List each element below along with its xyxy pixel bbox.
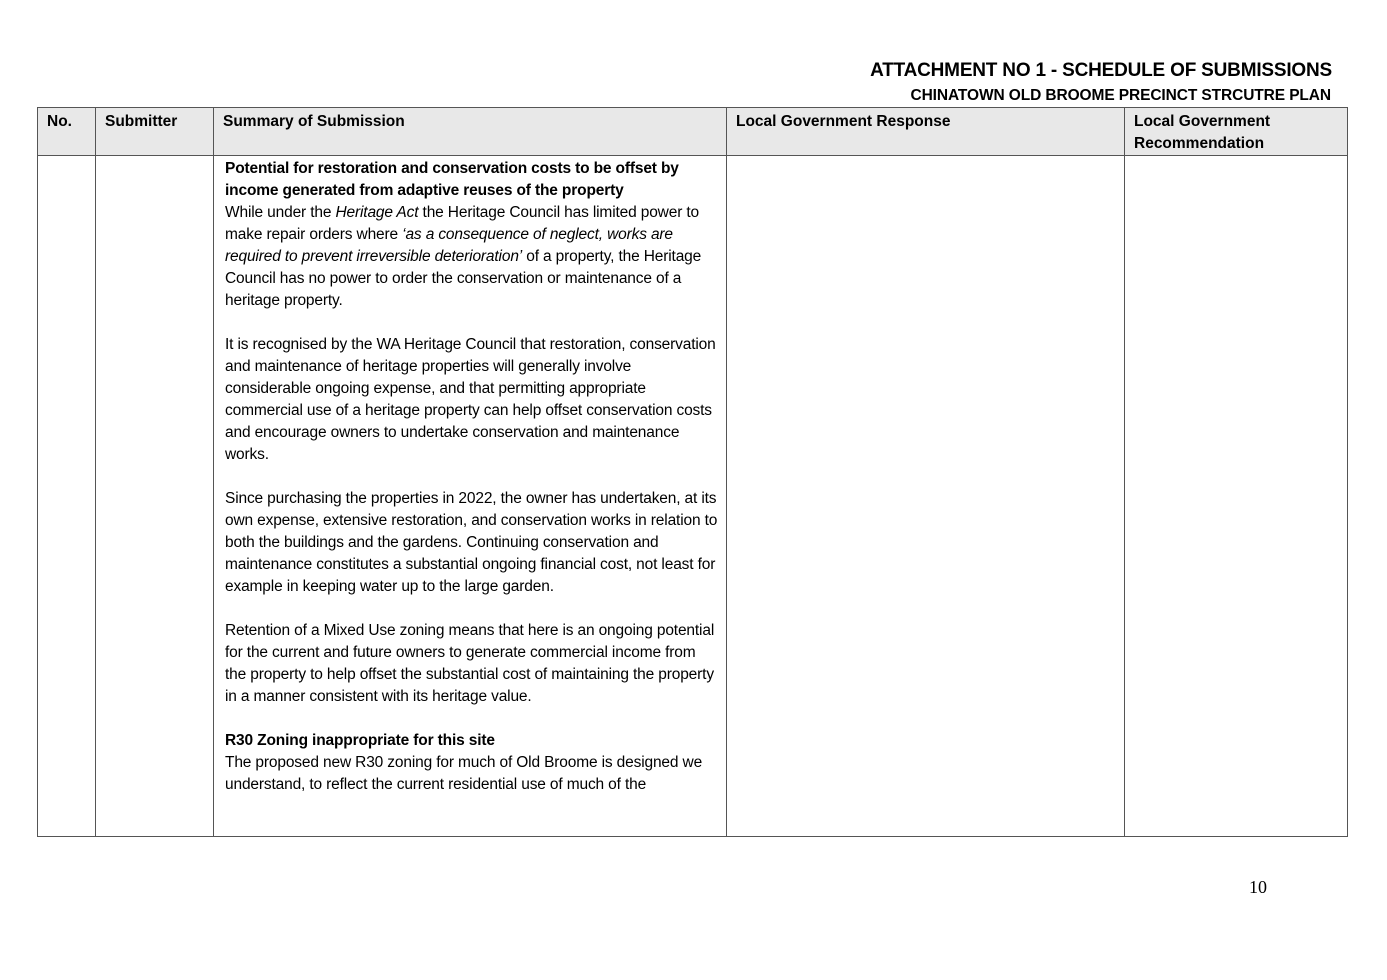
cell-summary — [214, 156, 727, 837]
summary-paragraph-owner: Since purchasing the properties in 2022, the owner has undertaken, at its own expense, extensive restoration, and conservation works in relation to both the buildings and the gardens. Continuing conservation and maintenance constitutes a substantial ongoing financial cost, not least for example in keeping water up to the large garden. — [225, 490, 718, 595]
p1-text-b: the Heritage Council has limited power to make repair orders where — [225, 204, 699, 243]
p1-text-a: While under the — [225, 204, 336, 221]
cell-submitter — [96, 156, 214, 837]
summary-paragraph-council: It is recognised by the WA Heritage Council that restoration, conservation and maintenance of heritage properties will generally involve considerable ongoing expense, and that permitting appropriate commercial use of a heritage property can help offset conservation costs and encourage owners to undertake conservation and maintenance works. — [225, 336, 716, 463]
cell-no — [38, 156, 96, 837]
p1-text-c: of a property, the Heritage Council has no power to order the conservation or maintenance of a heritage property. — [225, 248, 702, 309]
cell-response — [727, 156, 1125, 837]
header-recommendation: Local Government Recommendation — [1125, 108, 1348, 156]
header-no: No. — [38, 108, 96, 156]
cell-recommendation — [1125, 156, 1348, 837]
document-subtitle: CHINATOWN OLD BROOME PRECINCT STRCUTRE PLAN — [910, 87, 1331, 104]
header-submitter: Submitter — [96, 108, 214, 156]
summary-paragraph-heritage-act — [225, 202, 718, 312]
page-number: 10 — [1249, 877, 1267, 897]
summary-heading-r30: R30 Zoning inappropriate for this site — [225, 732, 495, 749]
p1-italic-quote: ‘as a consequence of neglect, works are required to prevent irreversible deterioration’ — [225, 226, 673, 265]
summary-paragraph-mixed-use: Retention of a Mixed Use zoning means that here is an ongoing potential for the current and future owners to generate commercial income from the property to help offset the substantial cost of maintaining the property in a manner consistent with its heritage value. — [225, 622, 715, 705]
document-title: ATTACHMENT NO 1 - SCHEDULE OF SUBMISSIONS — [870, 60, 1332, 81]
table-row — [38, 156, 1348, 837]
table-header-row — [38, 108, 1348, 156]
header-summary: Summary of Submission — [214, 108, 727, 156]
p1-italic-act: Heritage Act — [335, 204, 419, 221]
summary-paragraph-r30: The proposed new R30 zoning for much of Old Broome is designed we understand, to reflect the current residential use of much of the — [225, 754, 703, 793]
header-response: Local Government Response — [727, 108, 1125, 156]
summary-heading-restoration: Potential for restoration and conservation costs to be offset by income generated from adaptive reuses of the property — [225, 160, 679, 199]
submissions-table — [37, 107, 1348, 837]
